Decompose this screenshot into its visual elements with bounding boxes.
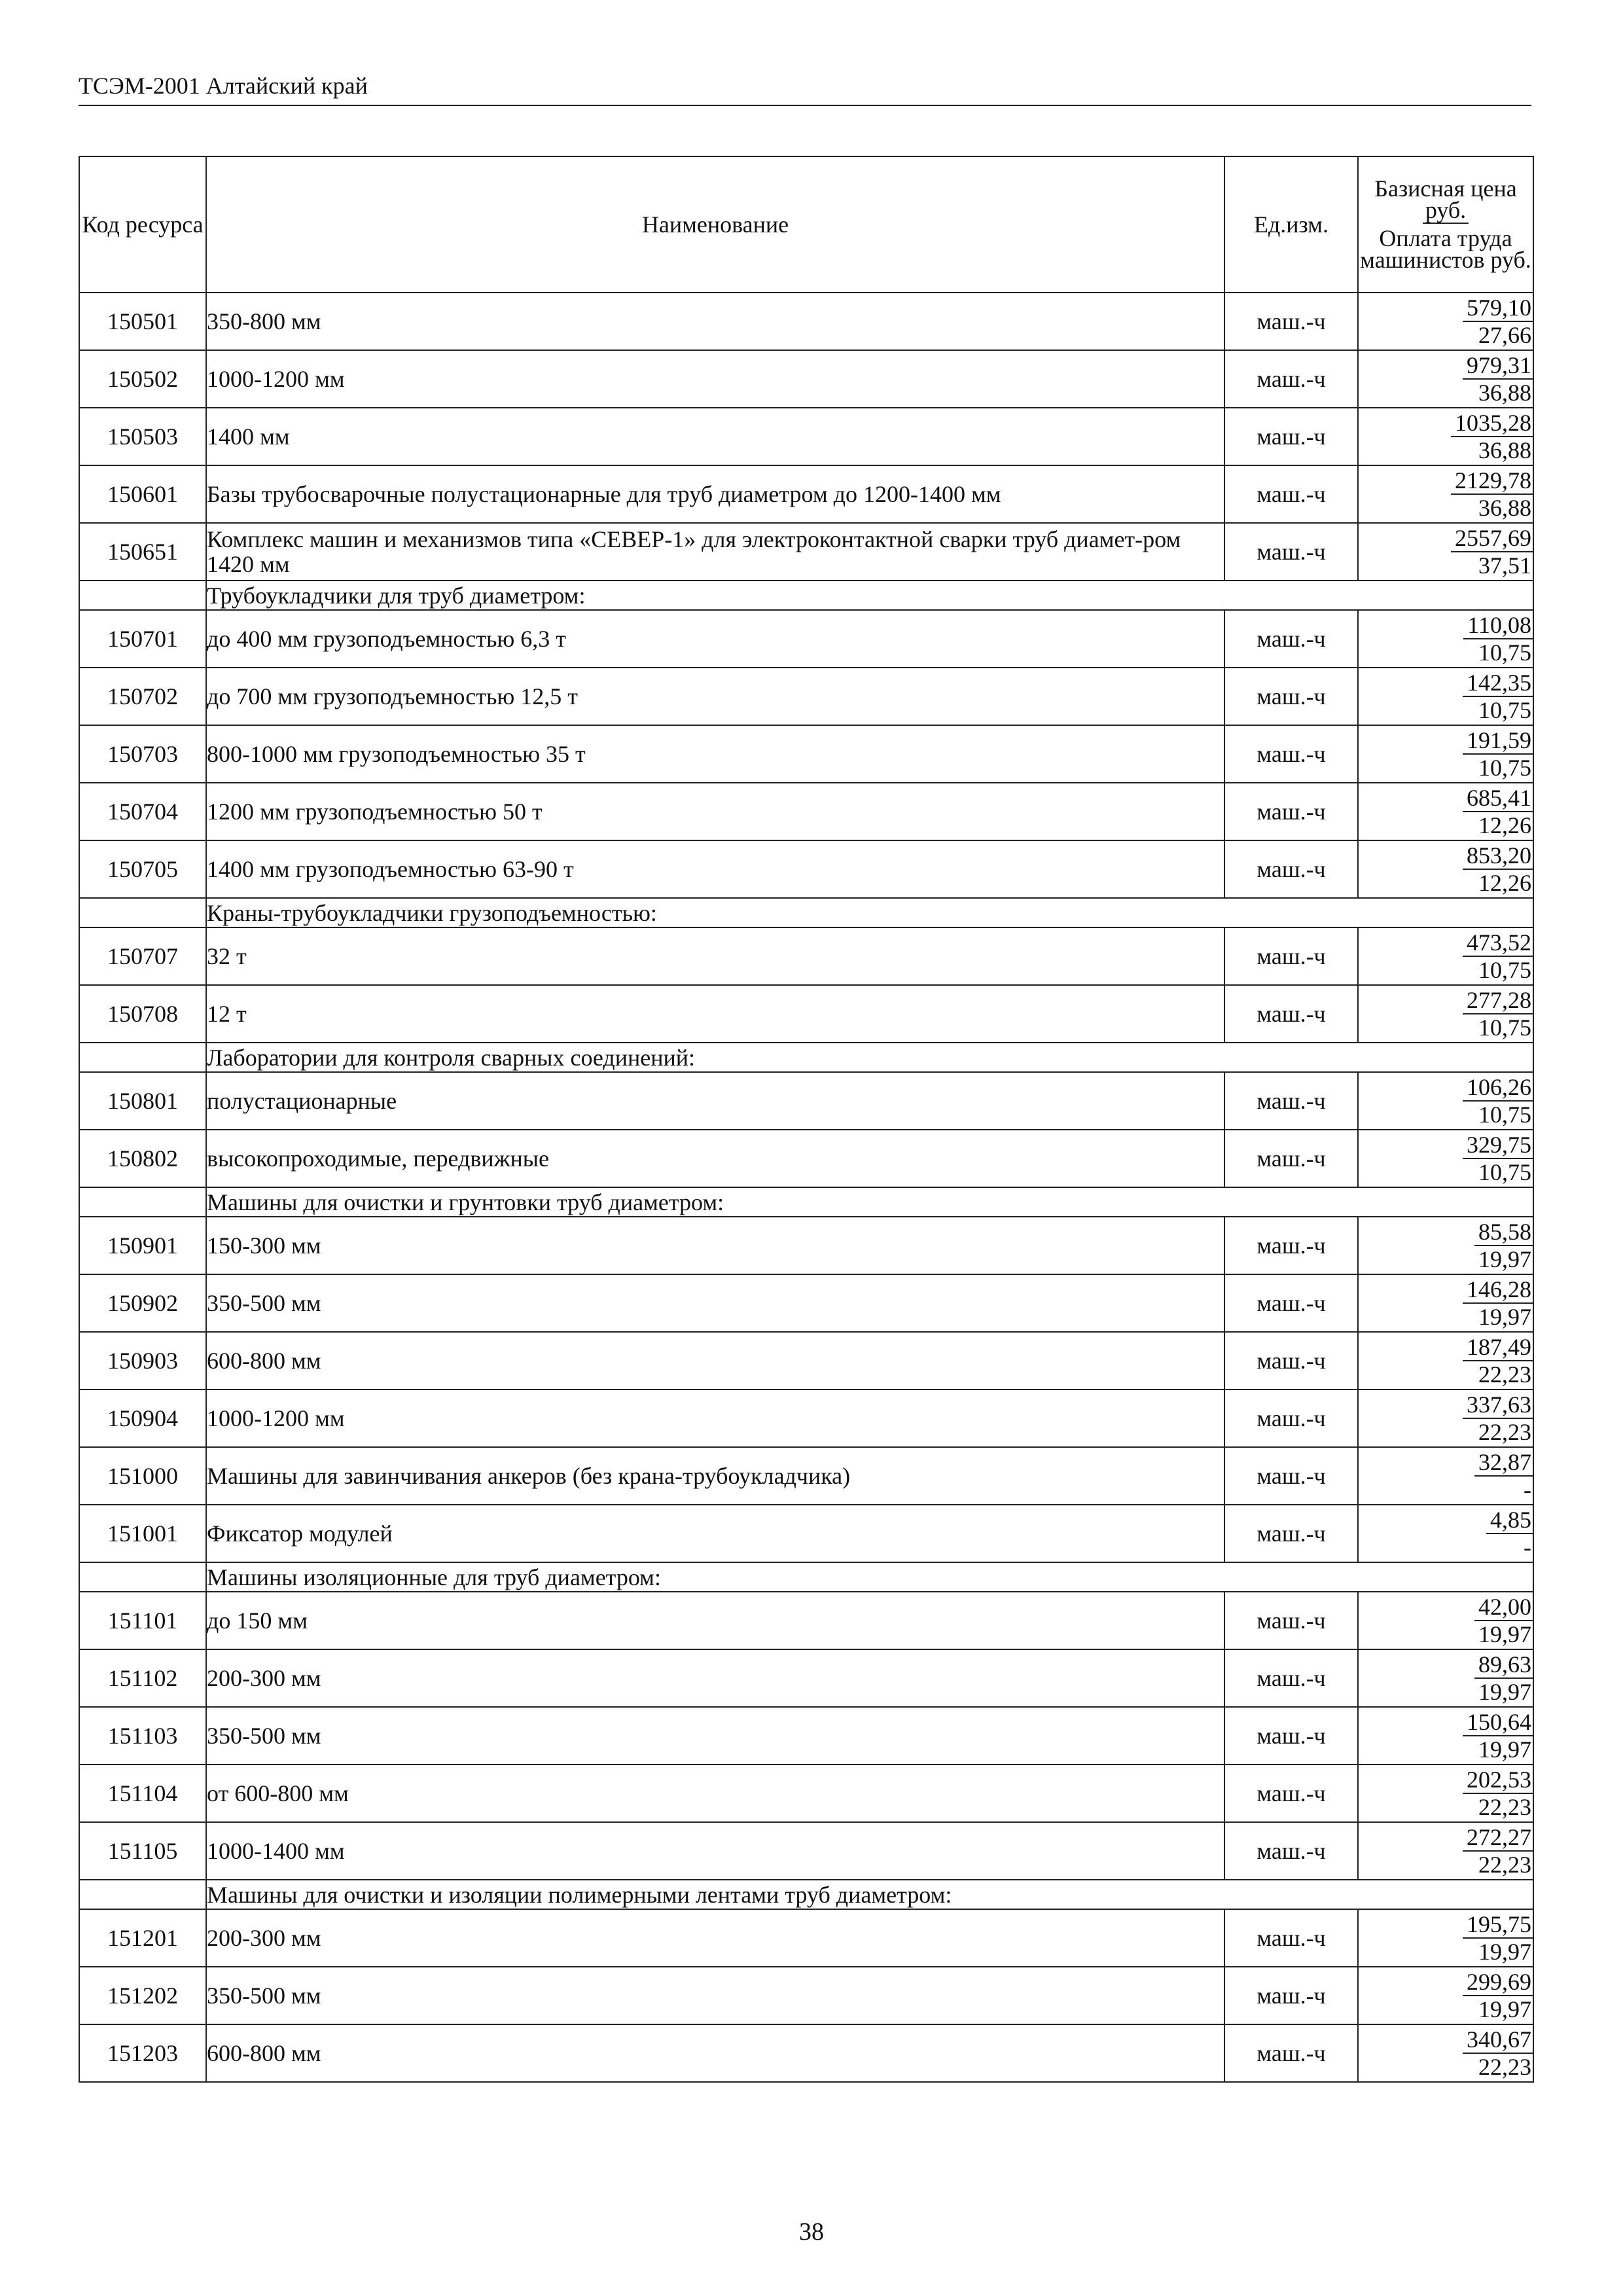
price-cell (1358, 2024, 1533, 2082)
price-fraction (1463, 1391, 1533, 1445)
resource-code: 150903 (79, 1332, 206, 1390)
table-row (79, 1649, 1533, 1707)
resource-code: 150904 (79, 1390, 206, 1447)
table-row (79, 610, 1533, 668)
base-price: 202,53 (1463, 1767, 1533, 1794)
table-header-row (79, 156, 1533, 293)
operator-wage: 19,97 (1478, 1736, 1531, 1763)
price-cell (1358, 1649, 1533, 1707)
base-price: 329,75 (1463, 1132, 1533, 1159)
price-fraction (1463, 842, 1533, 896)
price-fraction (1474, 1219, 1533, 1272)
base-price: 85,58 (1474, 1219, 1533, 1246)
unit-of-measure: маш.-ч (1224, 1592, 1358, 1649)
table-row (79, 1707, 1533, 1765)
price-fraction (1463, 1074, 1533, 1128)
resource-name: 200-300 мм (206, 1649, 1224, 1707)
operator-wage: 27,66 (1478, 322, 1531, 348)
group-heading: Краны-трубоукладчики грузоподъемностью: (206, 898, 1533, 927)
unit-of-measure: маш.-ч (1224, 1765, 1358, 1822)
unit-of-measure: маш.-ч (1224, 1649, 1358, 1707)
resource-name: 1200 мм грузоподъемностью 50 т (206, 783, 1224, 840)
price-cell (1358, 1447, 1533, 1505)
price-fraction (1463, 1132, 1533, 1185)
resource-code: 150702 (79, 668, 206, 725)
price-table (79, 156, 1534, 2083)
price-fraction (1463, 1276, 1533, 1330)
base-price: 4,85 (1486, 1507, 1533, 1534)
table-row (79, 1822, 1533, 1880)
group-heading: Лаборатории для контроля сварных соединений: (206, 1043, 1533, 1072)
price-fraction (1463, 295, 1533, 348)
unit-of-measure: маш.-ч (1224, 1072, 1358, 1130)
resource-name: до 700 мм грузоподъемностью 12,5 т (206, 668, 1224, 725)
table-row (79, 1390, 1533, 1447)
resource-code: 150502 (79, 350, 206, 408)
resource-name: 350-500 мм (206, 1707, 1224, 1765)
operator-wage: 19,97 (1478, 1679, 1531, 1705)
resource-code: 151104 (79, 1765, 206, 1822)
resource-code: 150601 (79, 465, 206, 523)
price-cell (1358, 783, 1533, 840)
operator-wage: 10,75 (1478, 1102, 1531, 1128)
operator-wage: 22,23 (1478, 1794, 1531, 1820)
price-fraction (1474, 1594, 1533, 1647)
group-heading: Машины для очистки и изоляции полимерными лентами труб диаметром: (206, 1880, 1533, 1909)
group-heading: Трубоукладчики для труб диаметром: (206, 581, 1533, 610)
group-heading-row (79, 1880, 1533, 1909)
operator-wage: 36,88 (1478, 437, 1531, 463)
resource-name: 1400 мм грузоподъемностью 63-90 т (206, 840, 1224, 898)
group-code-cell (79, 1043, 206, 1072)
resource-name: 800-1000 мм грузоподъемностью 35 т (206, 725, 1224, 783)
resource-code: 150501 (79, 293, 206, 350)
base-price: 42,00 (1474, 1594, 1533, 1621)
price-fraction (1486, 1507, 1533, 1560)
price-cell (1358, 985, 1533, 1043)
unit-of-measure: маш.-ч (1224, 293, 1358, 350)
unit-of-measure: маш.-ч (1224, 985, 1358, 1043)
group-code-cell (79, 898, 206, 927)
price-cell (1358, 1505, 1533, 1562)
price-fraction (1451, 467, 1533, 521)
base-price: 2129,78 (1451, 467, 1533, 495)
price-fraction (1463, 987, 1533, 1041)
base-price: 106,26 (1463, 1074, 1533, 1102)
price-cell (1358, 1967, 1533, 2024)
table-row (79, 725, 1533, 783)
resource-name: 350-800 мм (206, 293, 1224, 350)
price-cell (1358, 1592, 1533, 1649)
table-row (79, 1909, 1533, 1967)
resource-code: 151105 (79, 1822, 206, 1880)
operator-wage: 12,26 (1478, 812, 1531, 838)
document-title: ТСЭМ-2001 Алтайский край (79, 73, 368, 99)
price-cell (1358, 1332, 1533, 1390)
operator-wage: - (1524, 1477, 1531, 1503)
operator-wage: 36,88 (1478, 495, 1531, 521)
resource-name: Комплекс машин и механизмов типа «СЕВЕР-1» для электроконтактной сварки труб диамет-ром 1420 мм (206, 523, 1224, 581)
resource-name: полустационарные (206, 1072, 1224, 1130)
resource-code: 151102 (79, 1649, 206, 1707)
resource-code: 151001 (79, 1505, 206, 1562)
operator-wage: 22,23 (1478, 1361, 1531, 1388)
price-cell (1358, 523, 1533, 581)
table-row (79, 1217, 1533, 1274)
resource-code: 150902 (79, 1274, 206, 1332)
base-price: 340,67 (1463, 2026, 1533, 2054)
price-fraction (1463, 1767, 1533, 1820)
resource-name: 1000-1200 мм (206, 1390, 1224, 1447)
table-row (79, 408, 1533, 465)
resource-name: Машины для завинчивания анкеров (без крана-трубоукладчика) (206, 1447, 1224, 1505)
resource-code: 150704 (79, 783, 206, 840)
group-heading: Машины для очистки и грунтовки труб диаметром: (206, 1187, 1533, 1217)
price-fraction (1463, 670, 1533, 723)
price-cell (1358, 927, 1533, 985)
resource-code: 150901 (79, 1217, 206, 1274)
table-row (79, 783, 1533, 840)
operator-wage: 12,26 (1478, 870, 1531, 896)
base-price: 1035,28 (1451, 410, 1533, 437)
price-cell (1358, 668, 1533, 725)
unit-of-measure: маш.-ч (1224, 1274, 1358, 1332)
resource-name: 1000-1400 мм (206, 1822, 1224, 1880)
column-header-operator-wage: Оплата труда машинистов руб. (1360, 225, 1531, 273)
unit-of-measure: маш.-ч (1224, 1447, 1358, 1505)
operator-wage: 36,88 (1478, 380, 1531, 406)
resource-code: 150707 (79, 927, 206, 985)
table-row (79, 1274, 1533, 1332)
resource-name: высокопроходимые, передвижные (206, 1130, 1224, 1187)
price-cell (1358, 293, 1533, 350)
base-price: 150,64 (1463, 1709, 1533, 1736)
price-fraction (1463, 1709, 1533, 1763)
resource-code: 151000 (79, 1447, 206, 1505)
table-row (79, 1967, 1533, 2024)
price-cell (1358, 1390, 1533, 1447)
price-fraction (1463, 352, 1533, 406)
resource-name: Базы трубосварочные полустационарные для труб диаметром до 1200-1400 мм (206, 465, 1224, 523)
unit-of-measure: маш.-ч (1224, 1909, 1358, 1967)
price-fraction (1463, 1969, 1533, 2022)
table-row (79, 1072, 1533, 1130)
price-cell (1358, 840, 1533, 898)
unit-of-measure: маш.-ч (1224, 523, 1358, 581)
operator-wage: 10,75 (1478, 639, 1531, 666)
base-price: 110,08 (1463, 612, 1533, 639)
page-header (79, 72, 1531, 106)
operator-wage: 19,97 (1478, 1939, 1531, 1965)
unit-of-measure: маш.-ч (1224, 610, 1358, 668)
resource-name: 150-300 мм (206, 1217, 1224, 1274)
resource-code: 151101 (79, 1592, 206, 1649)
price-fraction (1463, 1334, 1533, 1388)
column-header-unit: Ед.изм. (1224, 156, 1358, 293)
price-cell (1358, 408, 1533, 465)
price-fraction (1474, 1651, 1533, 1705)
price-fraction (1463, 929, 1533, 983)
operator-wage: 10,75 (1478, 755, 1531, 781)
operator-wage: 19,97 (1478, 1246, 1531, 1272)
resource-name: 600-800 мм (206, 2024, 1224, 2082)
price-fraction (1463, 612, 1533, 666)
table-row (79, 1447, 1533, 1505)
base-price: 187,49 (1463, 1334, 1533, 1361)
table-row (79, 1592, 1533, 1649)
table-row (79, 668, 1533, 725)
price-cell (1358, 725, 1533, 783)
base-price: 191,59 (1463, 727, 1533, 755)
price-cell (1358, 1274, 1533, 1332)
group-heading-row (79, 1187, 1533, 1217)
resource-name: Фиксатор модулей (206, 1505, 1224, 1562)
base-price: 853,20 (1463, 842, 1533, 870)
operator-wage: - (1524, 1534, 1531, 1560)
resource-code: 151201 (79, 1909, 206, 1967)
table-row (79, 1765, 1533, 1822)
table-row (79, 523, 1533, 581)
unit-of-measure: маш.-ч (1224, 725, 1358, 783)
unit-of-measure: маш.-ч (1224, 1707, 1358, 1765)
unit-of-measure: маш.-ч (1224, 1217, 1358, 1274)
resource-code: 150802 (79, 1130, 206, 1187)
base-price: 685,41 (1463, 785, 1533, 812)
unit-of-measure: маш.-ч (1224, 2024, 1358, 2082)
base-price: 32,87 (1474, 1449, 1533, 1477)
column-header-price (1358, 156, 1533, 293)
table-row (79, 2024, 1533, 2082)
operator-wage: 19,97 (1478, 1621, 1531, 1647)
resource-name: 600-800 мм (206, 1332, 1224, 1390)
resource-name: 350-500 мм (206, 1274, 1224, 1332)
unit-of-measure: маш.-ч (1224, 1967, 1358, 2024)
resource-code: 151103 (79, 1707, 206, 1765)
resource-name: 1000-1200 мм (206, 350, 1224, 408)
operator-wage: 22,23 (1478, 2054, 1531, 2080)
table-row (79, 1332, 1533, 1390)
resource-code: 151202 (79, 1967, 206, 2024)
base-price: 195,75 (1463, 1911, 1533, 1939)
table-body (79, 293, 1533, 2082)
resource-name: 350-500 мм (206, 1967, 1224, 2024)
group-heading: Машины изоляционные для труб диаметром: (206, 1562, 1533, 1592)
price-cell (1358, 1130, 1533, 1187)
table-row (79, 927, 1533, 985)
group-code-cell (79, 1187, 206, 1217)
base-price: 272,27 (1463, 1824, 1533, 1852)
unit-of-measure: маш.-ч (1224, 1505, 1358, 1562)
base-price: 2557,69 (1451, 525, 1533, 552)
price-fraction (1474, 1449, 1533, 1503)
unit-of-measure: маш.-ч (1224, 408, 1358, 465)
price-fraction (1463, 1911, 1533, 1965)
unit-of-measure: маш.-ч (1224, 465, 1358, 523)
base-price: 337,63 (1463, 1391, 1533, 1419)
operator-wage: 10,75 (1478, 697, 1531, 723)
price-cell (1358, 1072, 1533, 1130)
resource-name: от 600-800 мм (206, 1765, 1224, 1822)
unit-of-measure: маш.-ч (1224, 668, 1358, 725)
base-price: 146,28 (1463, 1276, 1533, 1304)
unit-of-measure: маш.-ч (1224, 1130, 1358, 1187)
resource-code: 150703 (79, 725, 206, 783)
resource-code: 150651 (79, 523, 206, 581)
group-code-cell (79, 1880, 206, 1909)
base-price: 299,69 (1463, 1969, 1533, 1996)
table-row (79, 293, 1533, 350)
table-row (79, 465, 1533, 523)
resource-code: 150801 (79, 1072, 206, 1130)
table-row (79, 840, 1533, 898)
group-heading-row (79, 581, 1533, 610)
resource-code: 150701 (79, 610, 206, 668)
base-price: 979,31 (1463, 352, 1533, 380)
operator-wage: 10,75 (1478, 1014, 1531, 1041)
resource-name: 200-300 мм (206, 1909, 1224, 1967)
operator-wage: 22,23 (1478, 1852, 1531, 1878)
group-heading-row (79, 1562, 1533, 1592)
resource-code: 151203 (79, 2024, 206, 2082)
operator-wage: 22,23 (1478, 1419, 1531, 1445)
unit-of-measure: маш.-ч (1224, 927, 1358, 985)
base-price: 142,35 (1463, 670, 1533, 697)
resource-name: до 150 мм (206, 1592, 1224, 1649)
unit-of-measure: маш.-ч (1224, 1390, 1358, 1447)
operator-wage: 19,97 (1478, 1996, 1531, 2022)
unit-of-measure: маш.-ч (1224, 350, 1358, 408)
price-fraction (1463, 727, 1533, 781)
price-cell (1358, 1765, 1533, 1822)
group-heading-row (79, 1043, 1533, 1072)
resource-name: 32 т (206, 927, 1224, 985)
table-row (79, 1505, 1533, 1562)
price-fraction (1463, 2026, 1533, 2080)
price-cell (1358, 465, 1533, 523)
resource-name: 12 т (206, 985, 1224, 1043)
unit-of-measure: маш.-ч (1224, 1332, 1358, 1390)
resource-code: 150503 (79, 408, 206, 465)
column-header-code: Код ресурса (79, 156, 206, 293)
group-heading-row (79, 898, 1533, 927)
price-fraction (1463, 785, 1533, 838)
table-row (79, 350, 1533, 408)
price-cell (1358, 610, 1533, 668)
unit-of-measure: маш.-ч (1224, 840, 1358, 898)
operator-wage: 37,51 (1478, 552, 1531, 579)
base-price: 277,28 (1463, 987, 1533, 1014)
price-fraction (1451, 410, 1533, 463)
table-row (79, 1130, 1533, 1187)
resource-code: 150705 (79, 840, 206, 898)
price-fraction (1463, 1824, 1533, 1878)
price-cell (1358, 1707, 1533, 1765)
unit-of-measure: маш.-ч (1224, 783, 1358, 840)
price-cell (1358, 1909, 1533, 1967)
column-header-base-price: Базисная цена руб. (1374, 175, 1517, 223)
resource-name: 1400 мм (206, 408, 1224, 465)
operator-wage: 19,97 (1478, 1304, 1531, 1330)
page-number: 38 (799, 2218, 824, 2246)
resource-name: до 400 мм грузоподъемностью 6,3 т (206, 610, 1224, 668)
price-cell (1358, 1217, 1533, 1274)
base-price: 89,63 (1474, 1651, 1533, 1679)
column-header-name: Наименование (206, 156, 1224, 293)
operator-wage: 10,75 (1478, 1159, 1531, 1185)
base-price: 579,10 (1463, 295, 1533, 322)
price-cell (1358, 350, 1533, 408)
operator-wage: 10,75 (1478, 957, 1531, 983)
price-fraction (1451, 525, 1533, 579)
resource-code: 150708 (79, 985, 206, 1043)
price-cell (1358, 1822, 1533, 1880)
unit-of-measure: маш.-ч (1224, 1822, 1358, 1880)
table-row (79, 985, 1533, 1043)
base-price: 473,52 (1463, 929, 1533, 957)
group-code-cell (79, 1562, 206, 1592)
group-code-cell (79, 581, 206, 610)
